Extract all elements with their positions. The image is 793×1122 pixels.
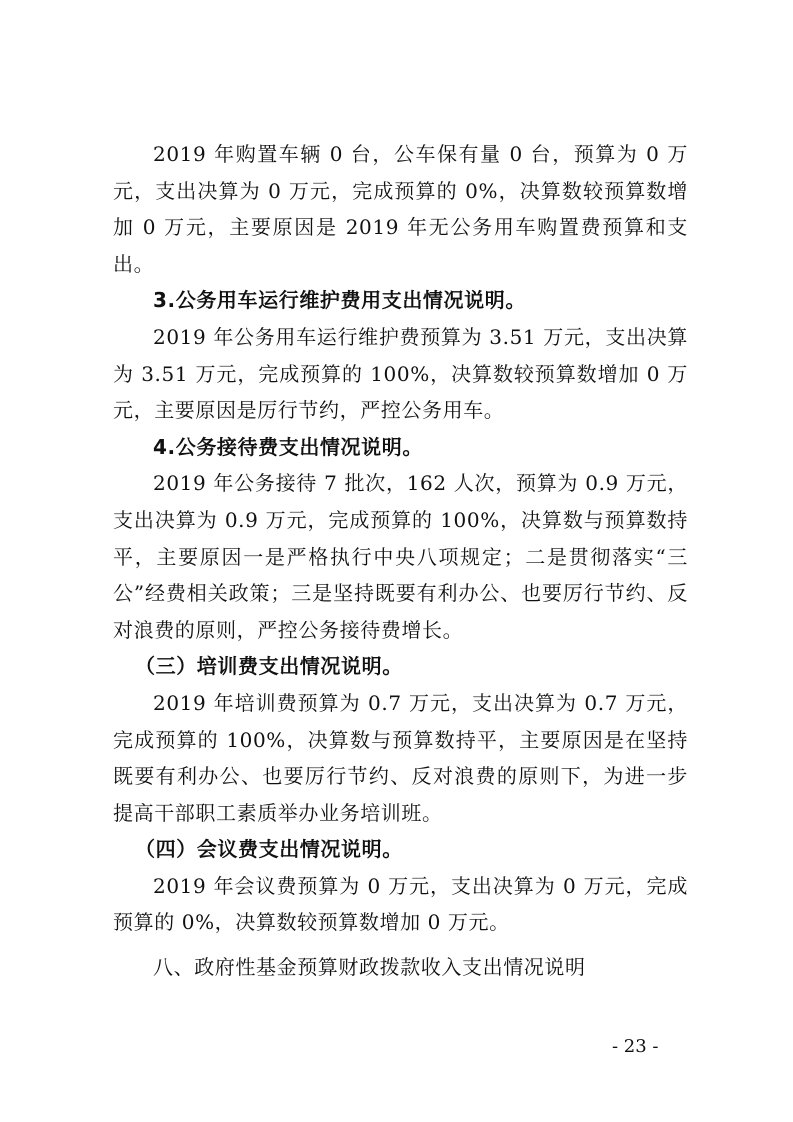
heading-vehicle-maintenance: 3.公务用车运行维护费用支出情况说明。 — [153, 288, 526, 313]
document-body — [113, 136, 688, 986]
heading-meeting-fee: （四）会议费支出情况说明。 — [135, 837, 403, 862]
paragraph-vehicle-purchase: 2019 年购置车辆 0 台，公车保有量 0 台，预算为 0 万元，支出决算为 0 万元，完成预算的 0%，决算数较预算数增加 0 万元，主要原因是 2019 年无公务用车购置费预算和支出。 — [113, 142, 688, 276]
heading-training-fee: （三）培训费支出情况说明。 — [135, 654, 403, 679]
page-number: - 23 - — [612, 1036, 659, 1057]
paragraph-meeting-fee: 2019 年会议费预算为 0 万元，支出决算为 0 万元，完成预算的 0%，决算数较预算数增加 0 万元。 — [113, 873, 688, 935]
heading-government-fund-budget: 八、政府性基金预算财政拨款收入支出情况说明 — [153, 955, 586, 980]
paragraph-official-reception: 2019 年公务接待 7 批次，162 人次，预算为 0.9 万元，支出决算为 0.9 万元，完成预算的 100%，决算数与预算数持平，主要原因一是严格执行中央八项规定；二是贯彻落实“三公”经费相关政策；三是坚持既要有利办公、也要厉行节约、反对浪费的原则，严控公务接待费增长。 — [113, 471, 688, 642]
paragraph-vehicle-maintenance: 2019 年公务用车运行维护费预算为 3.51 万元，支出决算为 3.51 万元，完成预算的 100%，决算数较预算数增加 0 万元，主要原因是厉行节约，严控公务用车。 — [113, 324, 688, 423]
heading-official-reception: 4.公务接待费支出情况说明。 — [153, 434, 423, 459]
paragraph-training-fee: 2019 年培训费预算为 0.7 万元，支出决算为 0.7 万元，完成预算的 100%，决算数与预算数持平，主要原因是在坚持既要有利办公、也要厉行节约、反对浪费的原则下，为进一步提高干部职工素质举办业务培训班。 — [113, 690, 688, 825]
